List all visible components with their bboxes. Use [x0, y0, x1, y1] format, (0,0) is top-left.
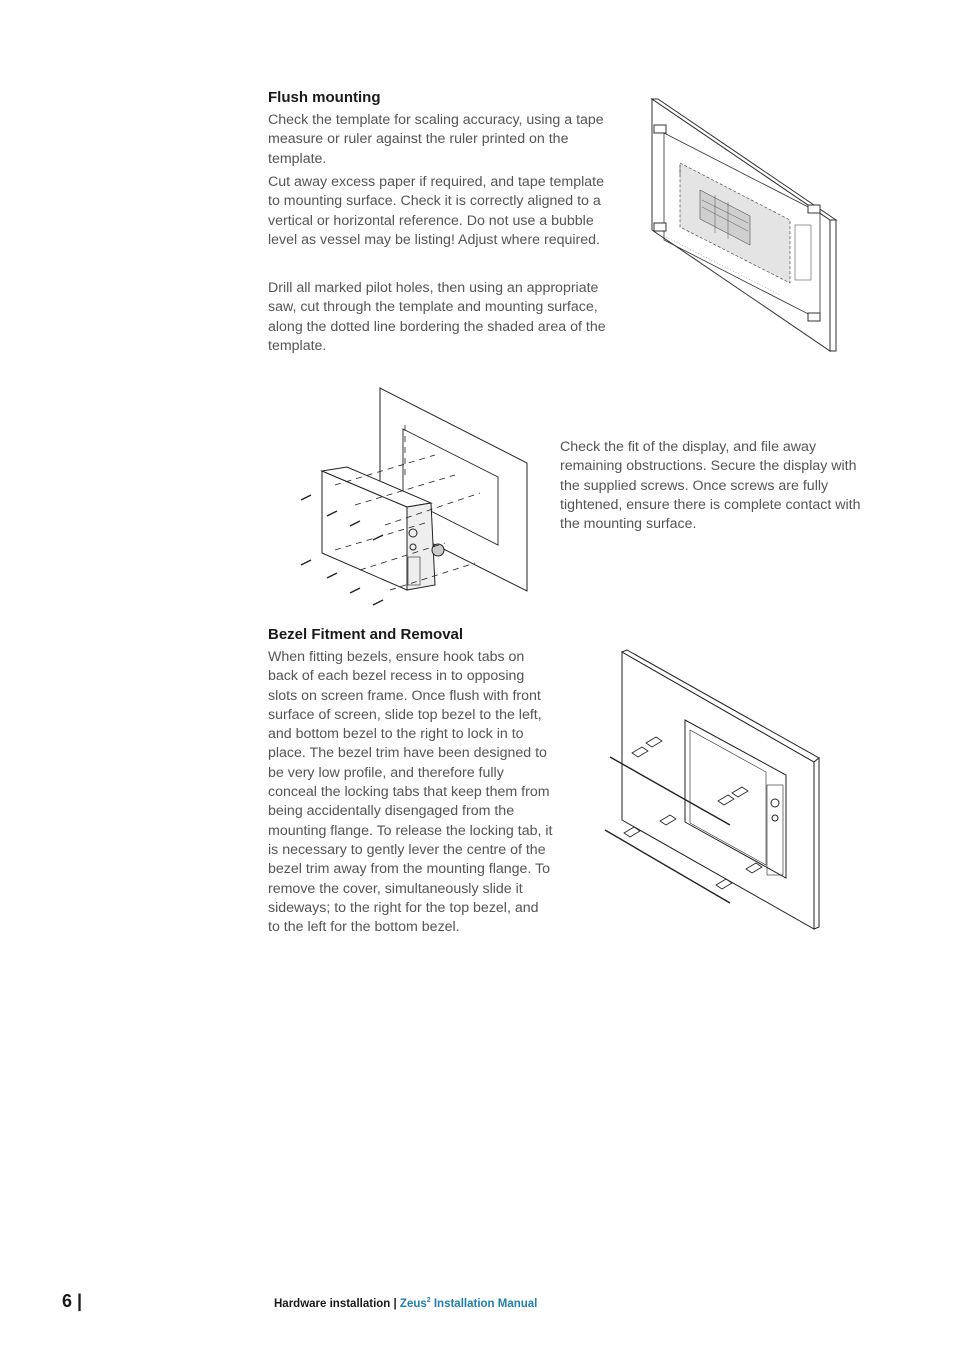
fit-paragraph: Check the fit of the display, and file away remaining obstructions. Secure the display with the supplied screws. Once screws are fully tightened, ensure there is complete contact with the mounting surface. — [560, 439, 861, 533]
bezel-paragraph: When fitting bezels, ensure hook tabs on back of each bezel recess in to opposing slots on screen frame. Once flush with front surface of screen, slide top bezel to the left, and bottom bezel to the right to lock in to place. The bezel trim have been designed to be very low profile, and therefore fully conceal the locking tabs that keep them from being accidentally disengaged from the mounting flange. To release the locking tab, it is necessary to gently lever the centre of the bezel trim away from the mounting flange. To remove the cover, simultaneously slide it sideways; to the right for the top bezel, and to the left for the bottom bezel. — [268, 649, 553, 936]
flush-paragraph-2: Cut away excess paper if required, and tape template to mounting surface. Check it is correctly aligned to a vertical or horizontal reference. Do not use a bubble level as vessel may be listing! Adjust where required. — [268, 174, 604, 248]
flush-mounting-heading: Flush mounting — [268, 89, 381, 106]
page-number: 6 | — [62, 1291, 83, 1311]
template-on-panel-illustration — [640, 95, 840, 355]
flush-paragraph-1: Check the template for scaling accuracy, using a tape measure or ruler against the ruler printed on the template. — [268, 112, 604, 167]
footer-running-title — [274, 1297, 537, 1310]
footer-manual-title: Zeus$^2$ Installation Manual — [399, 1297, 538, 1310]
footer-section: Hardware installation — [274, 1297, 391, 1310]
bezel-fitment-illustration — [600, 645, 825, 935]
footer-divider: | — [390, 1297, 400, 1310]
flush-paragraph-3: Drill all marked pilot holes, then using an appropriate saw, cut through the template and mounting surface, along the dotted line bordering the shaded area of the template. — [268, 280, 606, 354]
display-screws-illustration — [295, 385, 535, 613]
bezel-heading: Bezel Fitment and Removal — [268, 626, 464, 643]
